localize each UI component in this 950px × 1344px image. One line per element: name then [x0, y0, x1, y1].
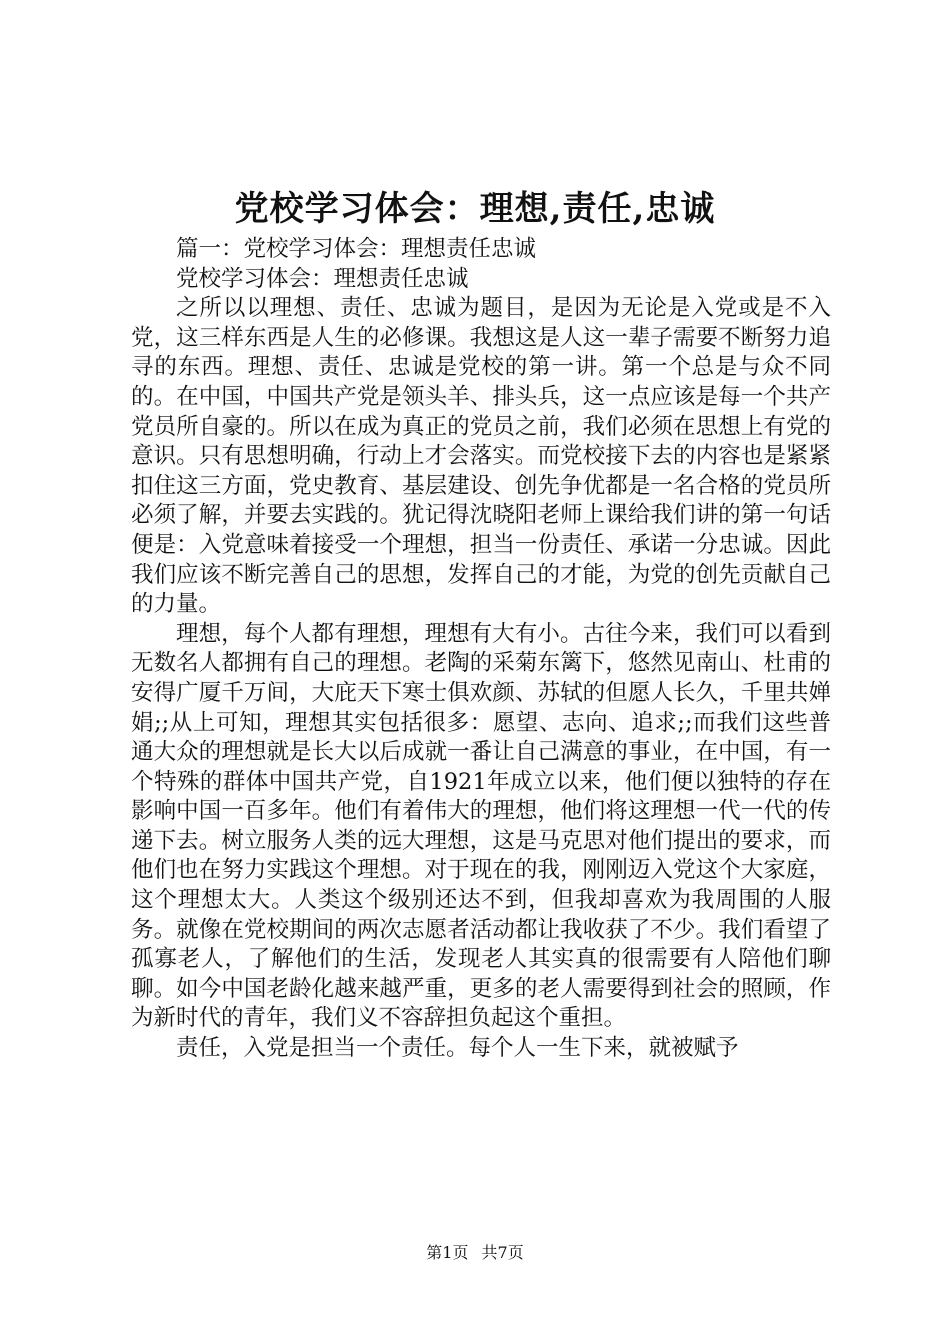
- paragraph: 责任，入党是担当一个责任。每个人一生下来，就被赋予: [176, 1035, 739, 1062]
- paragraph: 篇一：党校学习体会：理想责任忠诚: [176, 236, 537, 262]
- page-total: 共7页: [481, 1243, 524, 1262]
- document-title: 党校学习体会：理想,责任,忠诚: [234, 189, 716, 229]
- paragraph: 理想，每个人都有理想，理想有大有小。古往今来，我们可以看到无数名人都拥有自己的理想。老陶的采菊东篱下，悠然见南山、杜甫的安得广厦千万间，大庇天下寒士俱欢颜、苏轼的但愿人长久，千里共婵娟;;从上可知，理想其实包括很多：愿望、志向、追求;;而我们这些普通大众的理想就是长大以后成就一番让自己满意的事业，在中国，有一个特殊的群体中国共产党，自1921年成立以来，他们便以独特的存在影响中国一百多年。他们有着伟大的理想，他们将这理想一代一代的传递下去。树立服务人类的远大理想，这是马克思对他们提出的要求，而他们也在努力实践这个理想。对于现在的我，刚刚迈入党这个大家庭，这个理想太大。人类这个级别还达不到，但我却喜欢为我周围的人服务。就像在党校期间的两次志愿者活动都让我收获了不少。我们看望了孤寡老人，了解他们的生活，发现老人其实真的很需要有人陪他们聊聊。如今中国老龄化越来越严重，更多的老人需要得到社会的照顾，作为新时代的青年，我们义不容辞担负起这个重担。: [131, 620, 831, 1032]
- paragraph: 之所以以理想、责任、忠诚为题目，是因为无论是入党或是不入党，这三样东西是人生的必修课。我想这是人这一辈子需要不断努力追寻的东西。理想、责任、忠诚是党校的第一讲。第一个总是与众不同的。在中国，中国共产党是领头羊、排头兵，这一点应该是每一个共产党员所自豪的。所以在成为真正的党员之前，我们必须在思想上有党的意识。只有思想明确，行动上才会落实。而党校接下去的内容也是紧紧扣住这三方面，党史教育、基层建设、创先争优都是一名合格的党员所必须了解，并要去实践的。犹记得沈晓阳老师上课给我们讲的第一句话便是：入党意味着接受一个理想，担当一份责任、承诺一分忠诚。因此我们应该不断完善自己的思想，发挥自己的才能，为党的创先贡献自己的力量。: [131, 295, 831, 618]
- page-number: 第1页: [426, 1243, 469, 1262]
- document-body: [131, 235, 831, 1064]
- page-footer: [0, 1243, 950, 1263]
- paragraph: 党校学习体会：理想责任忠诚: [176, 265, 469, 292]
